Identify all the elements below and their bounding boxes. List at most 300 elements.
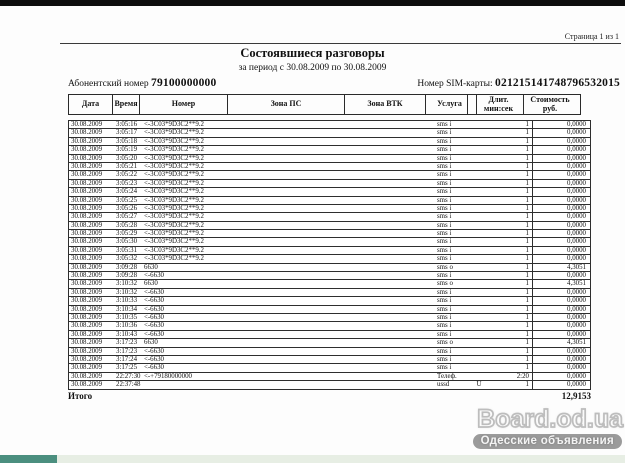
cell-service: sms i xyxy=(437,347,452,355)
cell-zone-ps xyxy=(231,272,349,279)
table-row xyxy=(68,254,591,263)
account-info-row xyxy=(68,77,620,89)
cell-zone-ps xyxy=(231,155,349,162)
cell-number: <-3C03*9D3C2**9.2 xyxy=(144,230,204,238)
cell-flag xyxy=(474,348,484,355)
cell-time: 3:05:26 xyxy=(116,204,138,212)
cell-date: 30.08.2009 xyxy=(71,204,103,212)
cell-number: <-3C03*9D3C2**9.2 xyxy=(144,238,204,246)
cell-service: sms i xyxy=(437,129,452,137)
cell-date: 30.08.2009 xyxy=(71,305,103,313)
cell-time: 3:05:32 xyxy=(116,255,138,263)
table-row xyxy=(68,212,591,221)
cell-flag xyxy=(474,197,484,204)
cell-zone-ps xyxy=(231,306,349,313)
cell-time: 3:05:24 xyxy=(116,188,138,196)
page-number-label: Страница 1 из 1 xyxy=(564,32,619,41)
cell-flag xyxy=(474,272,484,279)
table-row xyxy=(68,204,591,213)
cell-flag xyxy=(474,238,484,245)
cell-duration: 1 xyxy=(525,272,529,280)
cell-number: <-6630 xyxy=(144,288,164,296)
cell-service: sms i xyxy=(437,288,452,296)
table-row xyxy=(68,137,591,146)
cell-zone-vtk xyxy=(349,381,431,388)
cell-number: <-6630 xyxy=(144,305,164,313)
cell-zone-vtk xyxy=(349,121,431,128)
cell-time: 3:05:27 xyxy=(116,213,138,221)
cell-flag xyxy=(474,129,484,136)
cell-duration: 2:20 xyxy=(516,372,529,380)
table-row xyxy=(68,372,591,381)
cell-zone-vtk xyxy=(349,197,431,204)
cell-service: sms i xyxy=(437,221,452,229)
cell-number: <-3C03*9D3C2**9.2 xyxy=(144,179,204,187)
table-body xyxy=(68,120,591,390)
cell-flag xyxy=(474,138,484,145)
cell-date: 30.08.2009 xyxy=(71,364,103,372)
header-cell-zone-vtk: Зона ВТК xyxy=(344,94,426,115)
cell-zone-vtk xyxy=(349,331,431,338)
cell-number: <-3C03*9D3C2**9.2 xyxy=(144,204,204,212)
cell-flag xyxy=(474,180,484,187)
header-cell-zone-ps: Зона ПС xyxy=(227,94,345,115)
cell-zone-ps xyxy=(231,373,349,380)
cell-zone-vtk xyxy=(349,280,431,287)
cell-number: <-3C03*9D3C2**9.2 xyxy=(144,121,204,128)
total-row xyxy=(68,391,591,401)
cell-cost: 0,0000 xyxy=(532,272,590,279)
cell-flag xyxy=(474,255,484,262)
cell-time: 3:05:23 xyxy=(116,179,138,187)
cell-zone-ps xyxy=(231,197,349,204)
cell-duration: 1 xyxy=(525,179,529,187)
cell-cost: 0,0000 xyxy=(532,188,590,195)
cell-date: 30.08.2009 xyxy=(71,297,103,305)
cell-zone-ps xyxy=(231,289,349,296)
cell-cost: 0,0000 xyxy=(532,322,590,329)
cell-flag xyxy=(474,146,484,153)
cell-duration: 1 xyxy=(525,330,529,338)
cell-duration: 1 xyxy=(525,339,529,347)
cell-flag xyxy=(474,121,484,128)
cell-flag xyxy=(474,289,484,296)
cell-number: <-3C03*9D3C2**9.2 xyxy=(144,171,204,179)
cell-duration: 1 xyxy=(525,355,529,363)
cell-date: 30.08.2009 xyxy=(71,129,103,137)
cell-zone-vtk xyxy=(349,339,431,346)
cell-duration: 1 xyxy=(525,280,529,288)
table-row xyxy=(68,179,591,188)
header-cell-date: Дата xyxy=(68,94,113,115)
cell-cost: 0,0000 xyxy=(532,381,590,388)
table-row xyxy=(68,145,591,154)
cell-cost: 4,3051 xyxy=(532,280,590,287)
cell-service: sms i xyxy=(437,297,452,305)
cell-number: <-3C03*9D3C2**9.2 xyxy=(144,221,204,229)
cell-zone-vtk xyxy=(349,222,431,229)
cell-time: 3:10:36 xyxy=(116,322,138,330)
report-period: за период с 30.08.2009 по 30.08.2009 xyxy=(238,63,387,73)
table-row xyxy=(68,237,591,246)
cell-service: sms i xyxy=(437,255,452,263)
cell-service: sms i xyxy=(437,171,452,179)
table-row xyxy=(68,187,591,196)
cell-zone-vtk xyxy=(349,138,431,145)
cell-zone-ps xyxy=(231,222,349,229)
cell-time: 3:05:18 xyxy=(116,137,138,145)
cell-number: <-6630 xyxy=(144,272,164,280)
subscriber-number-block xyxy=(68,77,216,89)
cell-zone-vtk xyxy=(349,373,431,380)
cell-date: 30.08.2009 xyxy=(71,255,103,263)
cell-time: 3:10:43 xyxy=(116,330,138,338)
cell-cost: 0,0000 xyxy=(532,197,590,204)
table-row xyxy=(68,380,591,389)
cell-number: <-3C03*9D3C2**9.2 xyxy=(144,154,204,162)
cell-zone-ps xyxy=(231,255,349,262)
cell-number: <-3C03*9D3C2**9.2 xyxy=(144,137,204,145)
cell-service: sms i xyxy=(437,305,452,313)
cell-time: 3:10:33 xyxy=(116,297,138,305)
table-row xyxy=(68,128,591,137)
cell-duration: 1 xyxy=(525,297,529,305)
cell-zone-ps xyxy=(231,129,349,136)
table-row xyxy=(68,229,591,238)
subscriber-number-value: 79100000000 xyxy=(151,77,217,89)
cell-cost: 0,0000 xyxy=(532,255,590,262)
header-cell-time: Время xyxy=(112,94,140,115)
cell-zone-vtk xyxy=(349,264,431,271)
cell-duration: 1 xyxy=(525,221,529,229)
cell-date: 30.08.2009 xyxy=(71,372,103,380)
cell-date: 30.08.2009 xyxy=(71,137,103,145)
cell-number: <-3C03*9D3C2**9.2 xyxy=(144,146,204,154)
cell-date: 30.08.2009 xyxy=(71,146,103,154)
total-value: 12,9153 xyxy=(561,391,591,401)
cell-zone-vtk xyxy=(349,188,431,195)
cell-date: 30.08.2009 xyxy=(71,330,103,338)
cell-cost: 4,3051 xyxy=(532,264,590,271)
cell-cost: 0,0000 xyxy=(532,314,590,321)
cell-cost: 0,0000 xyxy=(532,146,590,153)
cell-zone-ps xyxy=(231,364,349,371)
cell-date: 30.08.2009 xyxy=(71,272,103,280)
cell-service: sms i xyxy=(437,364,452,372)
cell-zone-ps xyxy=(231,180,349,187)
cell-number: <-3C03*9D3C2**9.2 xyxy=(144,188,204,196)
table-row xyxy=(68,196,591,205)
cell-duration: 1 xyxy=(525,121,529,128)
cell-date: 30.08.2009 xyxy=(71,339,103,347)
cell-zone-ps xyxy=(231,280,349,287)
cell-cost: 0,0000 xyxy=(532,138,590,145)
cell-time: 3:10:32 xyxy=(116,288,138,296)
sim-number-value: 021215141748796532015 xyxy=(495,77,620,89)
cell-time: 3:17:25 xyxy=(116,364,138,372)
cell-flag xyxy=(474,331,484,338)
cell-cost: 0,0000 xyxy=(532,306,590,313)
cell-time: 3:17:23 xyxy=(116,347,138,355)
cell-service: sms i xyxy=(437,272,452,280)
cell-duration: 1 xyxy=(525,263,529,271)
cell-zone-ps xyxy=(231,322,349,329)
cell-zone-ps xyxy=(231,381,349,388)
cell-cost: 0,0000 xyxy=(532,364,590,371)
cell-time: 3:05:17 xyxy=(116,129,138,137)
cell-zone-vtk xyxy=(349,247,431,254)
cell-flag xyxy=(474,264,484,271)
cell-zone-ps xyxy=(231,205,349,212)
table-row xyxy=(68,221,591,230)
cell-service: sms i xyxy=(437,230,452,238)
cell-flag xyxy=(474,322,484,329)
cell-service: sms i xyxy=(437,322,452,330)
watermark-brand: Board.od.ua xyxy=(477,405,623,433)
cell-zone-ps xyxy=(231,238,349,245)
table-row xyxy=(68,363,591,372)
cell-date: 30.08.2009 xyxy=(71,238,103,246)
cell-date: 30.08.2009 xyxy=(71,381,103,389)
cell-service: sms i xyxy=(437,313,452,321)
cell-duration: 1 xyxy=(525,162,529,170)
cell-zone-vtk xyxy=(349,146,431,153)
cell-number: <-3C03*9D3C2**9.2 xyxy=(144,246,204,254)
cell-duration: 1 xyxy=(525,364,529,372)
cell-duration: 1 xyxy=(525,204,529,212)
bottom-strip xyxy=(0,455,625,463)
cell-number: <-6630 xyxy=(144,322,164,330)
cell-number: 6630 xyxy=(144,339,158,347)
cell-flag xyxy=(474,205,484,212)
cell-service: sms i xyxy=(437,121,452,128)
cell-date: 30.08.2009 xyxy=(71,162,103,170)
cell-date: 30.08.2009 xyxy=(71,221,103,229)
cell-zone-vtk xyxy=(349,364,431,371)
subscriber-number-label: Абонентский номер xyxy=(68,79,149,89)
sim-number-block xyxy=(417,77,620,89)
cell-date: 30.08.2009 xyxy=(71,246,103,254)
cell-time: 3:05:21 xyxy=(116,162,138,170)
table-row xyxy=(68,338,591,347)
calls-table xyxy=(68,94,591,390)
header-cell-service: Услуга xyxy=(425,94,468,115)
header-cell-number: Номер xyxy=(139,94,228,115)
cell-service: sms i xyxy=(437,238,452,246)
table-row xyxy=(68,296,591,305)
cell-cost: 0,0000 xyxy=(532,348,590,355)
cell-zone-vtk xyxy=(349,205,431,212)
cell-cost: 0,0000 xyxy=(532,356,590,363)
cell-duration: 1 xyxy=(525,305,529,313)
cell-flag xyxy=(474,213,484,220)
cell-zone-vtk xyxy=(349,213,431,220)
cell-zone-ps xyxy=(231,138,349,145)
cell-date: 30.08.2009 xyxy=(71,347,103,355)
cell-date: 30.08.2009 xyxy=(71,313,103,321)
cell-number: <-6630 xyxy=(144,330,164,338)
cell-flag xyxy=(474,356,484,363)
cell-cost: 0,0000 xyxy=(532,171,590,178)
cell-date: 30.08.2009 xyxy=(71,280,103,288)
table-header-row xyxy=(68,94,591,115)
cell-duration: 1 xyxy=(525,288,529,296)
cell-time: 3:10:34 xyxy=(116,305,138,313)
cell-duration: 1 xyxy=(525,213,529,221)
cell-zone-ps xyxy=(231,247,349,254)
cell-cost: 0,0000 xyxy=(532,205,590,212)
cell-flag xyxy=(474,306,484,313)
cell-duration: 1 xyxy=(525,322,529,330)
cell-zone-vtk xyxy=(349,306,431,313)
cell-cost: 0,0000 xyxy=(532,297,590,304)
cell-cost: 0,0000 xyxy=(532,230,590,237)
cell-number: <-6630 xyxy=(144,297,164,305)
cell-date: 30.08.2009 xyxy=(71,288,103,296)
cell-duration: 1 xyxy=(525,381,529,389)
cell-duration: 1 xyxy=(525,146,529,154)
table-row xyxy=(68,162,591,171)
table-row xyxy=(68,305,591,314)
cell-zone-vtk xyxy=(349,238,431,245)
table-row xyxy=(68,355,591,364)
cell-time: 3:10:35 xyxy=(116,313,138,321)
header-rule xyxy=(60,43,621,44)
cell-number: <-6630 xyxy=(144,355,164,363)
cell-service: sms i xyxy=(437,137,452,145)
cell-number: <-3C03*9D3C2**9.2 xyxy=(144,213,204,221)
cell-zone-vtk xyxy=(349,289,431,296)
cell-duration: 1 xyxy=(525,196,529,204)
cell-zone-vtk xyxy=(349,272,431,279)
cell-service: sms i xyxy=(437,213,452,221)
cell-zone-ps xyxy=(231,314,349,321)
cell-time: 3:05:31 xyxy=(116,246,138,254)
cell-number xyxy=(142,381,231,388)
cell-service: sms i xyxy=(437,330,452,338)
watermark-tagline-badge: Одесские объявления xyxy=(473,434,622,449)
cell-zone-vtk xyxy=(349,322,431,329)
cell-time: 3:17:24 xyxy=(116,355,138,363)
cell-service: sms o xyxy=(437,339,453,347)
header-cell-cost: Стоимость руб. xyxy=(523,94,581,115)
cell-zone-ps xyxy=(231,188,349,195)
cell-service: sms i xyxy=(437,246,452,254)
cell-zone-vtk xyxy=(349,163,431,170)
cell-zone-ps xyxy=(231,213,349,220)
cell-service: sms o xyxy=(437,263,453,271)
cell-time: 3:05:29 xyxy=(116,230,138,238)
cell-time: 3:05:20 xyxy=(116,154,138,162)
cell-date: 30.08.2009 xyxy=(71,263,103,271)
cell-zone-vtk xyxy=(349,129,431,136)
cell-flag: U xyxy=(476,381,482,389)
cell-duration: 1 xyxy=(525,188,529,196)
cell-time: 3:09:28 xyxy=(116,272,138,280)
cell-zone-ps xyxy=(231,339,349,346)
cell-service: sms i xyxy=(437,204,452,212)
cell-duration: 1 xyxy=(525,129,529,137)
cell-date: 30.08.2009 xyxy=(71,213,103,221)
cell-service: sms i xyxy=(437,188,452,196)
cell-duration: 1 xyxy=(525,230,529,238)
cell-zone-ps xyxy=(231,146,349,153)
cell-zone-vtk xyxy=(349,297,431,304)
cell-service: sms i xyxy=(437,154,452,162)
cell-zone-vtk xyxy=(349,180,431,187)
header-cell-duration: Длит. мин:сек xyxy=(476,94,524,115)
cell-zone-ps xyxy=(231,297,349,304)
table-row xyxy=(68,120,591,129)
cell-number: 6630 xyxy=(144,263,158,271)
table-row xyxy=(68,154,591,163)
cell-time: 3:05:22 xyxy=(116,171,138,179)
cell-flag xyxy=(474,171,484,178)
cell-service: sms o xyxy=(437,280,453,288)
cell-date: 30.08.2009 xyxy=(71,196,103,204)
cell-flag xyxy=(474,314,484,321)
cell-time: 3:05:19 xyxy=(116,146,138,154)
cell-date: 30.08.2009 xyxy=(71,322,103,330)
cell-number: <-+79180000000 xyxy=(144,372,192,380)
cell-zone-vtk xyxy=(349,171,431,178)
cell-time: 22:37:48 xyxy=(116,381,141,389)
cell-duration: 1 xyxy=(525,246,529,254)
cell-duration: 1 xyxy=(525,255,529,263)
cell-date: 30.08.2009 xyxy=(71,188,103,196)
cell-date: 30.08.2009 xyxy=(71,230,103,238)
cell-duration: 1 xyxy=(525,171,529,179)
table-row xyxy=(68,313,591,322)
cell-service: sms i xyxy=(437,196,452,204)
table-row xyxy=(68,263,591,272)
cell-cost: 0,0000 xyxy=(532,331,590,338)
cell-flag xyxy=(474,230,484,237)
cell-duration: 1 xyxy=(525,238,529,246)
cell-cost: 0,0000 xyxy=(532,373,590,380)
cell-service: sms i xyxy=(437,146,452,154)
cell-time: 3:17:23 xyxy=(116,339,138,347)
cell-cost: 0,0000 xyxy=(532,155,590,162)
cell-zone-ps xyxy=(231,264,349,271)
table-row xyxy=(68,347,591,356)
cell-time: 22:27:30 xyxy=(116,372,141,380)
cell-time: 3:05:16 xyxy=(116,121,138,128)
cell-cost: 0,0000 xyxy=(532,238,590,245)
cell-zone-vtk xyxy=(349,155,431,162)
cell-zone-ps xyxy=(231,163,349,170)
table-row xyxy=(68,330,591,339)
cell-cost: 0,0000 xyxy=(532,222,590,229)
table-row xyxy=(68,321,591,330)
cell-date: 30.08.2009 xyxy=(71,121,103,128)
cell-zone-ps xyxy=(231,230,349,237)
cell-zone-vtk xyxy=(349,356,431,363)
cell-number: <-6630 xyxy=(144,313,164,321)
cell-duration: 1 xyxy=(525,137,529,145)
bottom-strip-accent xyxy=(0,455,57,463)
cell-zone-vtk xyxy=(349,314,431,321)
cell-cost: 0,0000 xyxy=(532,129,590,136)
cell-service: sms i xyxy=(437,179,452,187)
top-border-bar xyxy=(0,0,625,6)
cell-flag xyxy=(474,297,484,304)
cell-zone-vtk xyxy=(349,255,431,262)
cell-zone-ps xyxy=(231,348,349,355)
cell-flag xyxy=(474,163,484,170)
cell-time: 3:10:32 xyxy=(116,280,138,288)
cell-time: 3:05:28 xyxy=(116,221,138,229)
